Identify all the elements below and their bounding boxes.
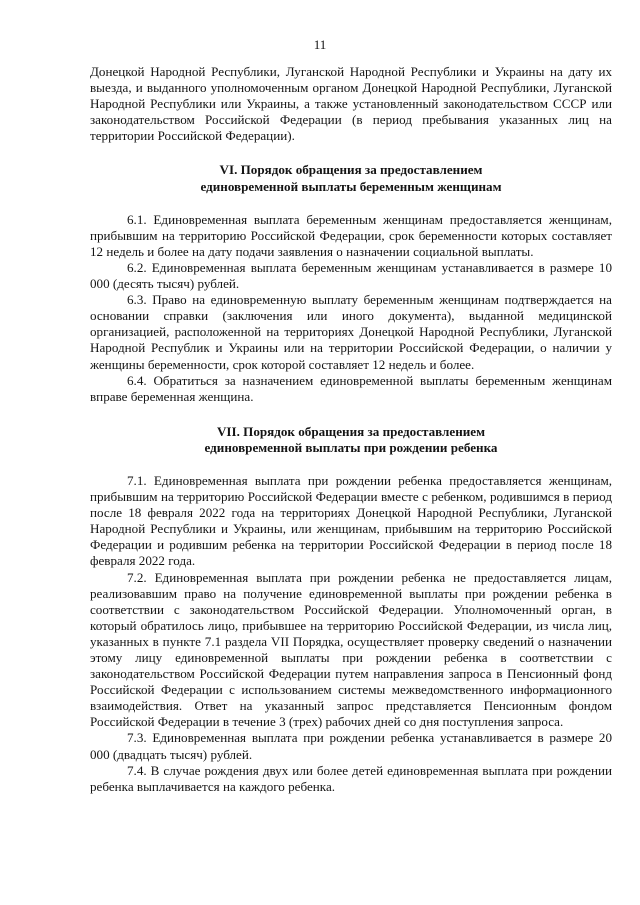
paragraph-7-1: 7.1. Единовременная выплата при рождении ребенка предоставляется женщинам, прибывшим на территорию Российской Федерации вместе с ребенком, родившимся в период после 18 февраля 2022 года на территориях Донецкой Народной Республики, Луганской Народной Республики и Украины, или женщинам, прибывшим на территорию Российской Федерации и родившим ребенка на территории Российской Федерации в период после 18 февраля 2022 года. [90, 472, 612, 569]
section-7-title-line-2: единовременной выплаты при рождении ребенка [204, 439, 498, 455]
paragraph-7-3: 7.3. Единовременная выплата при рождении ребенка устанавливается в размере 20 000 (двадцать тысяч) рублей. [90, 730, 612, 762]
paragraph-6-3: 6.3. Право на единовременную выплату беременным женщинам подтверждается на основании справки (заключения или иного документа), выданной медицинской организацией, расположенной на территориях Донецкой Народной Республики, Луганской Народной Республик и Украины или на территории Российской Федерации, о наличии у женщины беременности, срок которой составляет 12 недель и более. [90, 292, 612, 372]
page-content [90, 64, 612, 795]
intro-paragraph: Донецкой Народной Республики, Луганской Народной Республики и Украины на дату их выезда, и выданного уполномоченным органом Донецкой Народной Республики, Луганской Народной Республики или Украины, а также установленный законодательством СССР или законодательством Российской Федерации (в период пребывания указанных лиц на территории Российской Федерации). [90, 64, 612, 144]
paragraph-6-2: 6.2. Единовременная выплата беременным женщинам устанавливается в размере 10 000 (десять тысяч) рублей. [90, 259, 612, 292]
section-6-heading [90, 162, 612, 194]
paragraph-7-4: 7.4. В случае рождения двух или более детей единовременная выплата при рождении ребенка выплачивается на каждого ребенка. [90, 762, 612, 794]
section-6-title-line-1: VI. Порядок обращения за предоставлением [219, 162, 483, 178]
paragraph-7-2: 7.2. Единовременная выплата при рождении ребенка не предоставляется лицам, реализовавшим право на получение единовременной выплаты при рождении ребенка в соответствии с законодательством Российской Федерации. Уполномоченный орган, в который обратилось лицо, прибывшее на территорию Российской Федерации, из числа лиц, указанных в пункте 7.1 раздела VII Порядка, осуществляет проверку сведений о назначении этому лицу единовременной выплаты при рождении ребенка в соответствии с законодательством Российской Федерации путем направления запроса в Пенсионный фонд Российской Федерации с использованием системы межведомственного информационного взаимодействия. Ответ на указанный запрос представляется Пенсионным фондом Российской Федерации в течение 3 (трех) рабочих дней со дня поступления запроса. [90, 569, 612, 730]
section-7-title-line-1: VII. Порядок обращения за предоставлением [216, 423, 486, 439]
paragraph-6-4: 6.4. Обратиться за назначением единовременной выплаты беременным женщинам вправе беременная женщина. [90, 372, 612, 404]
paragraph-6-1: 6.1. Единовременная выплата беременным женщинам предоставляется женщинам, прибывшим на территорию Российской Федерации, срок беременности которых составляет 12 недель и более на дату подачи заявления о назначении социальной выплаты. [90, 211, 612, 259]
page-number: 11 [313, 37, 327, 52]
section-6-title-line-2: единовременной выплаты беременным женщинам [200, 178, 502, 194]
section-7-heading [90, 424, 612, 456]
